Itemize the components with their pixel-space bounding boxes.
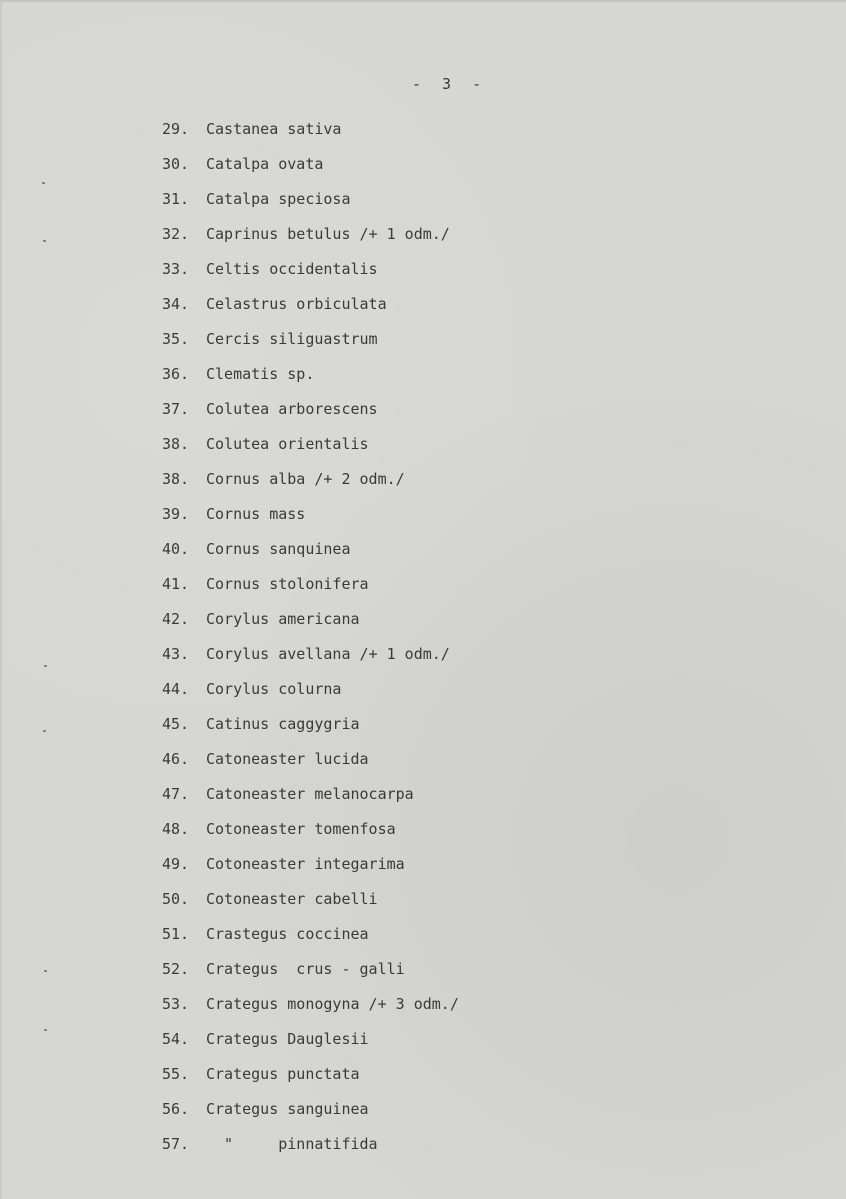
item-number: 37. [162, 400, 190, 418]
item-number: 35. [162, 330, 190, 348]
list-item [162, 713, 459, 748]
list-item [162, 1133, 459, 1168]
list-item [162, 153, 459, 188]
item-name: Crategus punctata [206, 1065, 360, 1083]
item-name: Cotoneaster integarima [206, 855, 405, 873]
item-name: Corylus avellana /+ 1 odm./ [206, 645, 450, 663]
item-number: 31. [162, 190, 190, 208]
item-number: 36. [162, 365, 190, 383]
item-name: Cercis siliguastrum [206, 330, 378, 348]
item-name: Corylus americana [206, 610, 360, 628]
item-number: 45. [162, 715, 190, 733]
item-number: 53. [162, 995, 190, 1013]
item-number: 47. [162, 785, 190, 803]
item-number: 54. [162, 1030, 190, 1048]
item-name: Crategus monogyna /+ 3 odm./ [206, 995, 459, 1013]
item-name: " pinnatifida [206, 1135, 378, 1153]
item-number: 40. [162, 540, 190, 558]
item-name: Catinus caggygria [206, 715, 360, 733]
item-number: 34. [162, 295, 190, 313]
item-name: Colutea orientalis [206, 435, 369, 453]
item-number: 48. [162, 820, 190, 838]
list-item [162, 538, 459, 573]
item-name: Catalpa ovata [206, 155, 324, 173]
list-item [162, 1098, 459, 1133]
item-name: Celtis occidentalis [206, 260, 378, 278]
list-item [162, 293, 459, 328]
item-number: 29. [162, 120, 190, 138]
list-item [162, 923, 459, 958]
item-number: 49. [162, 855, 190, 873]
margin-speck [43, 240, 46, 242]
item-name: Crategus Dauglesii [206, 1030, 369, 1048]
margin-speck [43, 730, 46, 732]
item-name: Crategus crus - galli [206, 960, 405, 978]
margin-speck [44, 665, 47, 667]
item-number: 57. [162, 1135, 190, 1153]
species-list [162, 118, 459, 1168]
item-name: Caprinus betulus /+ 1 odm./ [206, 225, 450, 243]
item-name: Crategus sanguinea [206, 1100, 369, 1118]
item-name: Colutea arborescens [206, 400, 378, 418]
list-item [162, 328, 459, 363]
item-number: 46. [162, 750, 190, 768]
list-item [162, 993, 459, 1028]
list-item [162, 958, 459, 993]
page-number: - 3 - [412, 75, 488, 93]
item-number: 30. [162, 155, 190, 173]
item-name: Catalpa speciosa [206, 190, 351, 208]
item-name: Celastrus orbiculata [206, 295, 387, 313]
margin-speck [44, 1029, 47, 1031]
list-item [162, 573, 459, 608]
list-item [162, 1028, 459, 1063]
item-number: 52. [162, 960, 190, 978]
list-item [162, 748, 459, 783]
item-name: Cornus alba /+ 2 odm./ [206, 470, 405, 488]
list-item [162, 503, 459, 538]
item-name: Catoneaster lucida [206, 750, 369, 768]
item-number: 51. [162, 925, 190, 943]
list-item [162, 888, 459, 923]
item-name: Cotoneaster cabelli [206, 890, 378, 908]
list-item [162, 678, 459, 713]
item-name: Crastegus coccinea [206, 925, 369, 943]
item-number: 56. [162, 1100, 190, 1118]
item-name: Clematis sp. [206, 365, 315, 383]
item-name: Catoneaster melanocarpa [206, 785, 414, 803]
item-name: Cotoneaster tomenfosa [206, 820, 396, 838]
item-number: 32. [162, 225, 190, 243]
list-item [162, 398, 459, 433]
list-item [162, 188, 459, 223]
item-number: 38. [162, 470, 190, 488]
margin-speck [42, 182, 45, 184]
list-item [162, 853, 459, 888]
item-number: 38. [162, 435, 190, 453]
item-number: 43. [162, 645, 190, 663]
list-item [162, 468, 459, 503]
list-item [162, 608, 459, 643]
list-item [162, 118, 459, 153]
item-name: Corylus colurna [206, 680, 342, 698]
list-item [162, 363, 459, 398]
item-number: 42. [162, 610, 190, 628]
list-item [162, 818, 459, 853]
list-item [162, 783, 459, 818]
list-item [162, 258, 459, 293]
list-item [162, 223, 459, 258]
item-name: Cornus mass [206, 505, 306, 523]
item-name: Cornus stolonifera [206, 575, 369, 593]
item-number: 50. [162, 890, 190, 908]
list-item [162, 433, 459, 468]
list-item [162, 1063, 459, 1098]
item-number: 33. [162, 260, 190, 278]
item-number: 41. [162, 575, 190, 593]
item-number: 44. [162, 680, 190, 698]
item-name: Cornus sanquinea [206, 540, 351, 558]
item-name: Castanea sativa [206, 120, 342, 138]
item-number: 39. [162, 505, 190, 523]
item-number: 55. [162, 1065, 190, 1083]
list-item [162, 643, 459, 678]
margin-speck [44, 970, 47, 972]
